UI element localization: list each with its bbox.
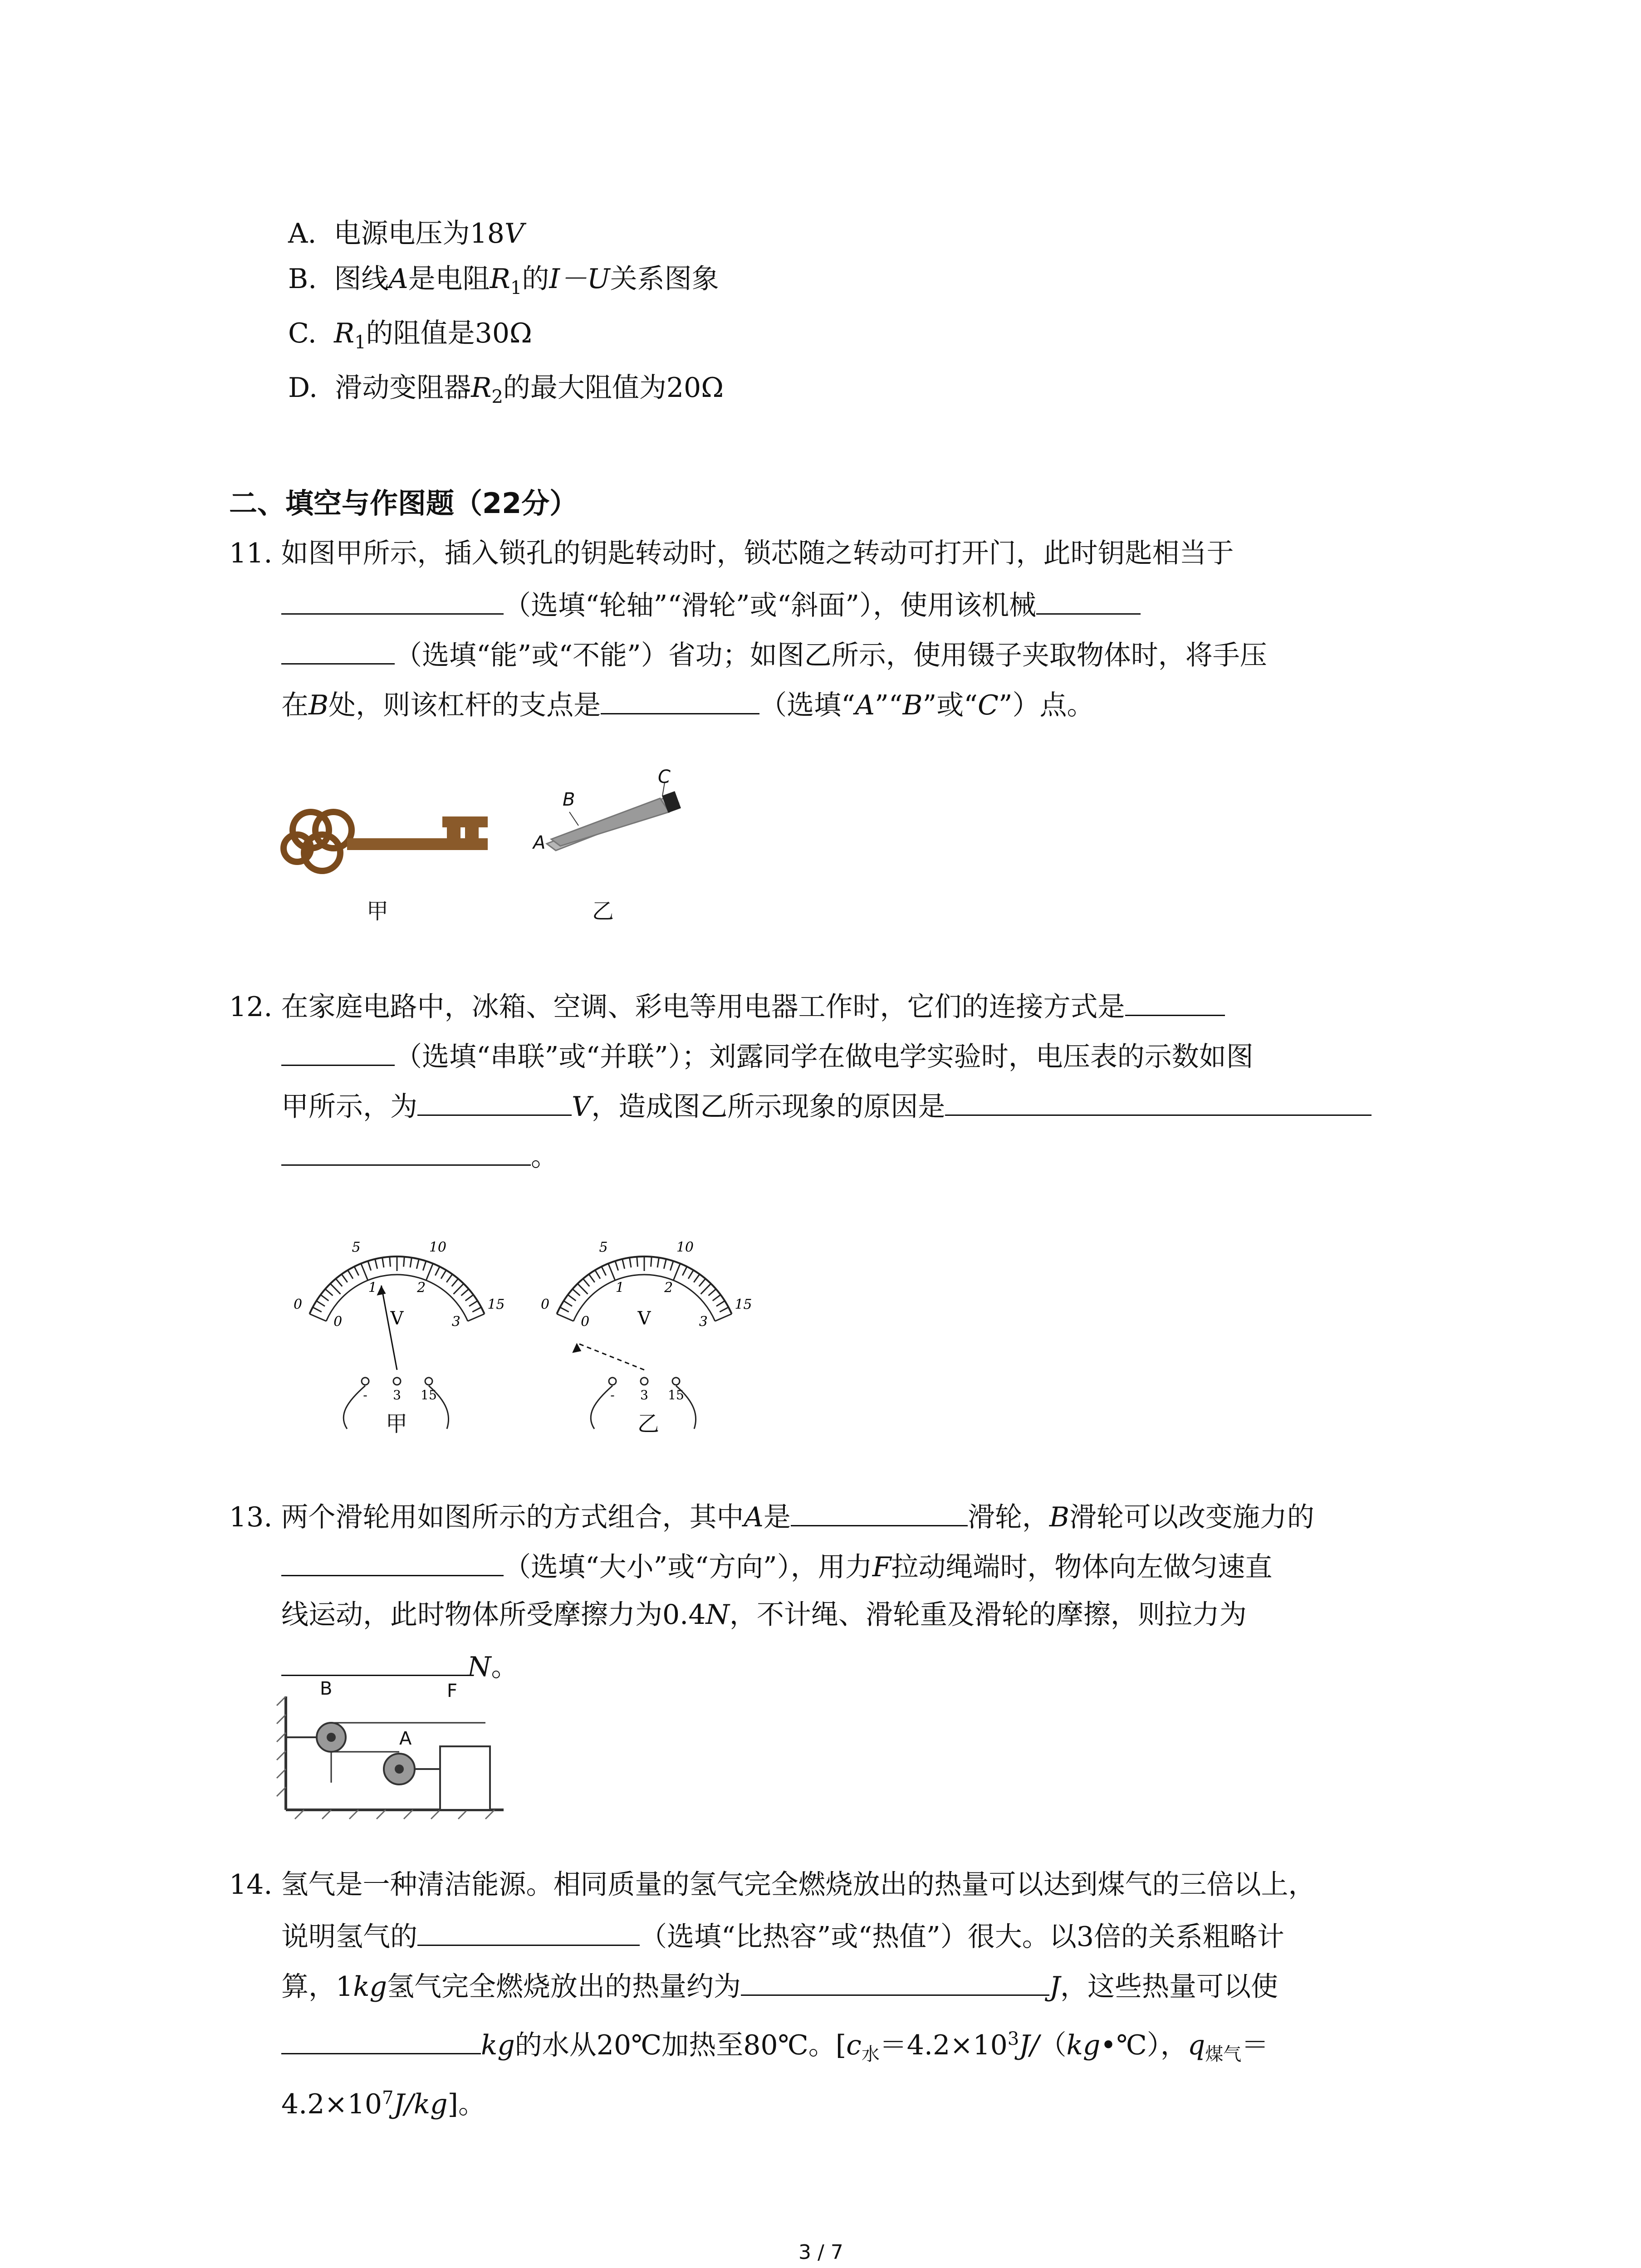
scale-tick <box>361 1264 368 1281</box>
scale-tick <box>382 1258 384 1268</box>
scale-tick <box>615 1261 618 1271</box>
option-d: D. 滑动变阻器$R_2$的最大阻值为20Ω <box>288 372 724 407</box>
option-a: A. 电源电压为18V <box>288 218 524 249</box>
q12-line1: 12. 在家庭电路中，冰箱、空调、彩电等用电器工作时，它们的连接方式是 <box>229 987 1225 1025</box>
scale-tick <box>637 1257 638 1267</box>
q13-blank-2[interactable] <box>281 1547 504 1576</box>
voltmeter-jia <box>279 1225 515 1415</box>
voltmeter-yi <box>526 1225 762 1415</box>
scale-tick <box>452 1279 458 1286</box>
scale-tick <box>699 1279 705 1286</box>
scale-tick <box>583 1279 589 1286</box>
q11-line3: （选填“能”或“不能”）省功；如图乙所示，使用镊子夹取物体时，将手压 <box>281 635 1267 674</box>
q11-line4: 在B处，则该杠杆的支点是 （选填“A”“B”或“C”）点。 <box>281 685 1094 723</box>
scale-tick <box>589 1274 595 1282</box>
scale-tick <box>410 1258 411 1268</box>
scale-tick <box>595 1270 600 1279</box>
pulley-label-a: A <box>399 1728 412 1749</box>
q11-blank-3[interactable] <box>601 685 759 714</box>
scale-tick <box>622 1259 625 1269</box>
scale-tick <box>330 1284 340 1294</box>
scale-tick <box>309 1314 326 1321</box>
q13-line4: N。 <box>281 1647 519 1685</box>
lower-scale-label: 2 <box>664 1280 673 1296</box>
scale-tick <box>560 1307 568 1312</box>
voltmeter-pointer <box>577 1343 644 1370</box>
upper-scale-label: 10 <box>676 1239 694 1256</box>
scale-tick <box>375 1259 377 1269</box>
q13-blank-3[interactable] <box>281 1647 467 1676</box>
scale-tick <box>342 1274 348 1282</box>
lower-scale-label: 0 <box>333 1314 343 1330</box>
scale-tick <box>563 1301 572 1306</box>
q14-line3: 算，1kg氢气完全燃烧放出的热量约为 J，这些热量可以使 <box>281 1966 1278 2005</box>
scale-tick <box>454 1284 464 1294</box>
scale-tick <box>630 1258 631 1268</box>
scale-tick <box>694 1274 700 1282</box>
q12-line2: （选填“串联”或“并联”）；刘露同学在做电学实验时，电压表的示数如图 <box>281 1036 1254 1075</box>
terminal <box>641 1378 648 1385</box>
scale-tick <box>682 1266 687 1276</box>
tweezers-figure <box>533 771 696 862</box>
scale-tick <box>468 1314 485 1321</box>
scale-tick <box>709 1289 716 1295</box>
scale-tick <box>325 1289 333 1295</box>
q13-line2: （选填“大小”或“方向”），用力F拉动绳端时，物体向左做匀速直 <box>281 1547 1272 1585</box>
voltmeter-symbol: V <box>390 1308 404 1329</box>
scale-tick <box>573 1289 580 1295</box>
pulley-label-b: B <box>320 1678 333 1699</box>
upper-scale-label: 15 <box>487 1296 505 1313</box>
scale-tick <box>465 1295 474 1300</box>
q14-line4: kg的水从20℃加热至80℃。[$c_水=4.2\times 10^3J/(kg•℃)$，$q_{煤气}=$ <box>281 2021 1269 2072</box>
terminal-label: 3 <box>393 1388 401 1403</box>
q12-caption-yi: 乙 <box>637 1411 660 1437</box>
q11-blank-2b[interactable] <box>281 635 395 665</box>
q11-line1: 11. 如图甲所示，插入锁孔的钥匙转动时，锁芯随之转动可打开门，此时钥匙相当于 <box>229 538 1234 569</box>
scale-tick <box>348 1270 353 1279</box>
terminal-label: - <box>610 1388 615 1403</box>
scale-tick <box>557 1314 573 1321</box>
pulley-label-f: F <box>447 1681 458 1701</box>
wire <box>591 1386 615 1429</box>
scale-tick <box>472 1307 481 1312</box>
scale-tick <box>651 1257 652 1267</box>
q12-line4: 。 <box>281 1136 558 1175</box>
q12-blank-2[interactable] <box>417 1086 572 1116</box>
lower-scale-label: 3 <box>699 1314 708 1330</box>
q12-blank-1b[interactable] <box>281 1036 395 1066</box>
voltmeter-symbol: V <box>637 1308 651 1329</box>
key-figure <box>279 798 497 889</box>
scale-tick <box>602 1266 606 1276</box>
lower-scale-label: 2 <box>417 1280 426 1296</box>
scale-tick <box>578 1284 588 1294</box>
q14-line2: 说明氢气的 （选填“比热容”或“热值”）很大。以3倍的关系粗略计 <box>281 1916 1284 1955</box>
scale-tick <box>608 1264 615 1281</box>
scale-tick <box>568 1295 576 1300</box>
q14-blank-1[interactable] <box>417 1916 640 1946</box>
scale-tick <box>390 1257 391 1267</box>
tweezers-label-c: C <box>658 767 671 787</box>
scale-tick <box>670 1261 673 1271</box>
page-number: 3 / 7 <box>798 2241 843 2264</box>
scale-tick <box>657 1258 659 1268</box>
upper-scale-label: 15 <box>735 1296 752 1313</box>
pointer-arrowhead <box>377 1286 386 1295</box>
lower-scale-label: 0 <box>581 1314 590 1330</box>
wire <box>343 1386 365 1429</box>
section-title: 二、填空与作图题（22分） <box>229 487 578 520</box>
q11-caption-jia: 甲 <box>367 899 389 924</box>
upper-scale-label: 10 <box>429 1239 447 1256</box>
lower-scale-label: 3 <box>451 1314 460 1330</box>
scale-tick <box>404 1257 405 1267</box>
scale-tick <box>715 1314 732 1321</box>
terminal-label: 3 <box>640 1388 648 1403</box>
q12-blank-3b[interactable] <box>281 1136 531 1166</box>
scale-tick <box>423 1261 426 1271</box>
upper-scale-label: 0 <box>541 1296 550 1313</box>
q11-line2: （选填“轮轴”“滑轮”或“斜面”），使用该机械 <box>281 585 1141 624</box>
scale-tick <box>416 1259 419 1269</box>
q14-line1: 14. 氢气是一种清洁能源。相同质量的氢气完全燃烧放出的热量可以达到煤气的三倍以上， <box>229 1869 1316 1901</box>
scale-tick <box>441 1270 446 1279</box>
lower-scale-label: 1 <box>615 1280 624 1296</box>
terminal-label: 15 <box>668 1388 684 1403</box>
terminal <box>362 1378 369 1385</box>
q11-blank-1[interactable] <box>281 585 504 615</box>
scale-tick <box>664 1259 666 1269</box>
q13-blank-1[interactable] <box>791 1497 968 1526</box>
scale-tick <box>446 1274 452 1282</box>
q14-blank-2[interactable] <box>741 1966 1049 1996</box>
terminal-label: 15 <box>421 1388 437 1403</box>
terminal <box>672 1378 680 1385</box>
scale-tick <box>701 1284 711 1294</box>
lower-scale-label: 1 <box>368 1280 377 1296</box>
q11-caption-yi: 乙 <box>592 899 614 924</box>
scale-tick <box>469 1301 478 1306</box>
upper-scale-label: 5 <box>352 1239 361 1256</box>
q13-line1: 13. 两个滑轮用如图所示的方式组合，其中A是 滑轮，B滑轮可以改变施力的 <box>229 1497 1314 1535</box>
q12-blank-3[interactable] <box>945 1086 1372 1116</box>
scale-tick <box>716 1301 725 1306</box>
scale-tick <box>368 1261 371 1271</box>
q14-blank-3[interactable] <box>281 2025 481 2054</box>
option-b: B. 图线A是电阻$R_1$的I－U关系图象 <box>288 263 719 298</box>
scale-tick <box>435 1266 440 1276</box>
q12-caption-jia: 甲 <box>386 1411 408 1437</box>
scale-tick <box>688 1270 693 1279</box>
pulley-figure <box>277 1687 513 1819</box>
scale-tick <box>336 1279 342 1286</box>
scale-tick <box>313 1307 321 1312</box>
upper-scale-label: 0 <box>294 1296 303 1313</box>
scale-tick <box>720 1307 728 1312</box>
q13-line3: 线运动，此时物体所受摩擦力为0.4N，不计绳、滑轮重及滑轮的摩擦，则拉力为 <box>281 1599 1247 1631</box>
upper-scale-label: 5 <box>599 1239 608 1256</box>
scale-tick <box>713 1295 721 1300</box>
tweezers-label-b: B <box>563 789 575 810</box>
scale-tick <box>426 1264 433 1281</box>
terminal <box>393 1378 401 1385</box>
q14-line5: $4.2\times 10^7J/kg$]。 <box>281 2087 485 2120</box>
scale-tick <box>673 1264 680 1281</box>
scale-tick <box>316 1301 325 1306</box>
q12-line3: 甲所示，为 V，造成图乙所示现象的原因是 <box>281 1086 1372 1125</box>
scale-tick <box>461 1289 469 1295</box>
terminal-label: - <box>363 1388 367 1403</box>
q11-blank-2[interactable] <box>1036 585 1141 615</box>
scale-tick <box>354 1266 359 1276</box>
q12-blank-1[interactable] <box>1125 987 1225 1016</box>
tweezers-label-a: A <box>533 832 546 853</box>
terminal <box>425 1378 432 1385</box>
option-c: C. $R_1$的阻值是30Ω <box>288 318 532 353</box>
scale-tick <box>321 1295 329 1300</box>
terminal <box>609 1378 616 1385</box>
